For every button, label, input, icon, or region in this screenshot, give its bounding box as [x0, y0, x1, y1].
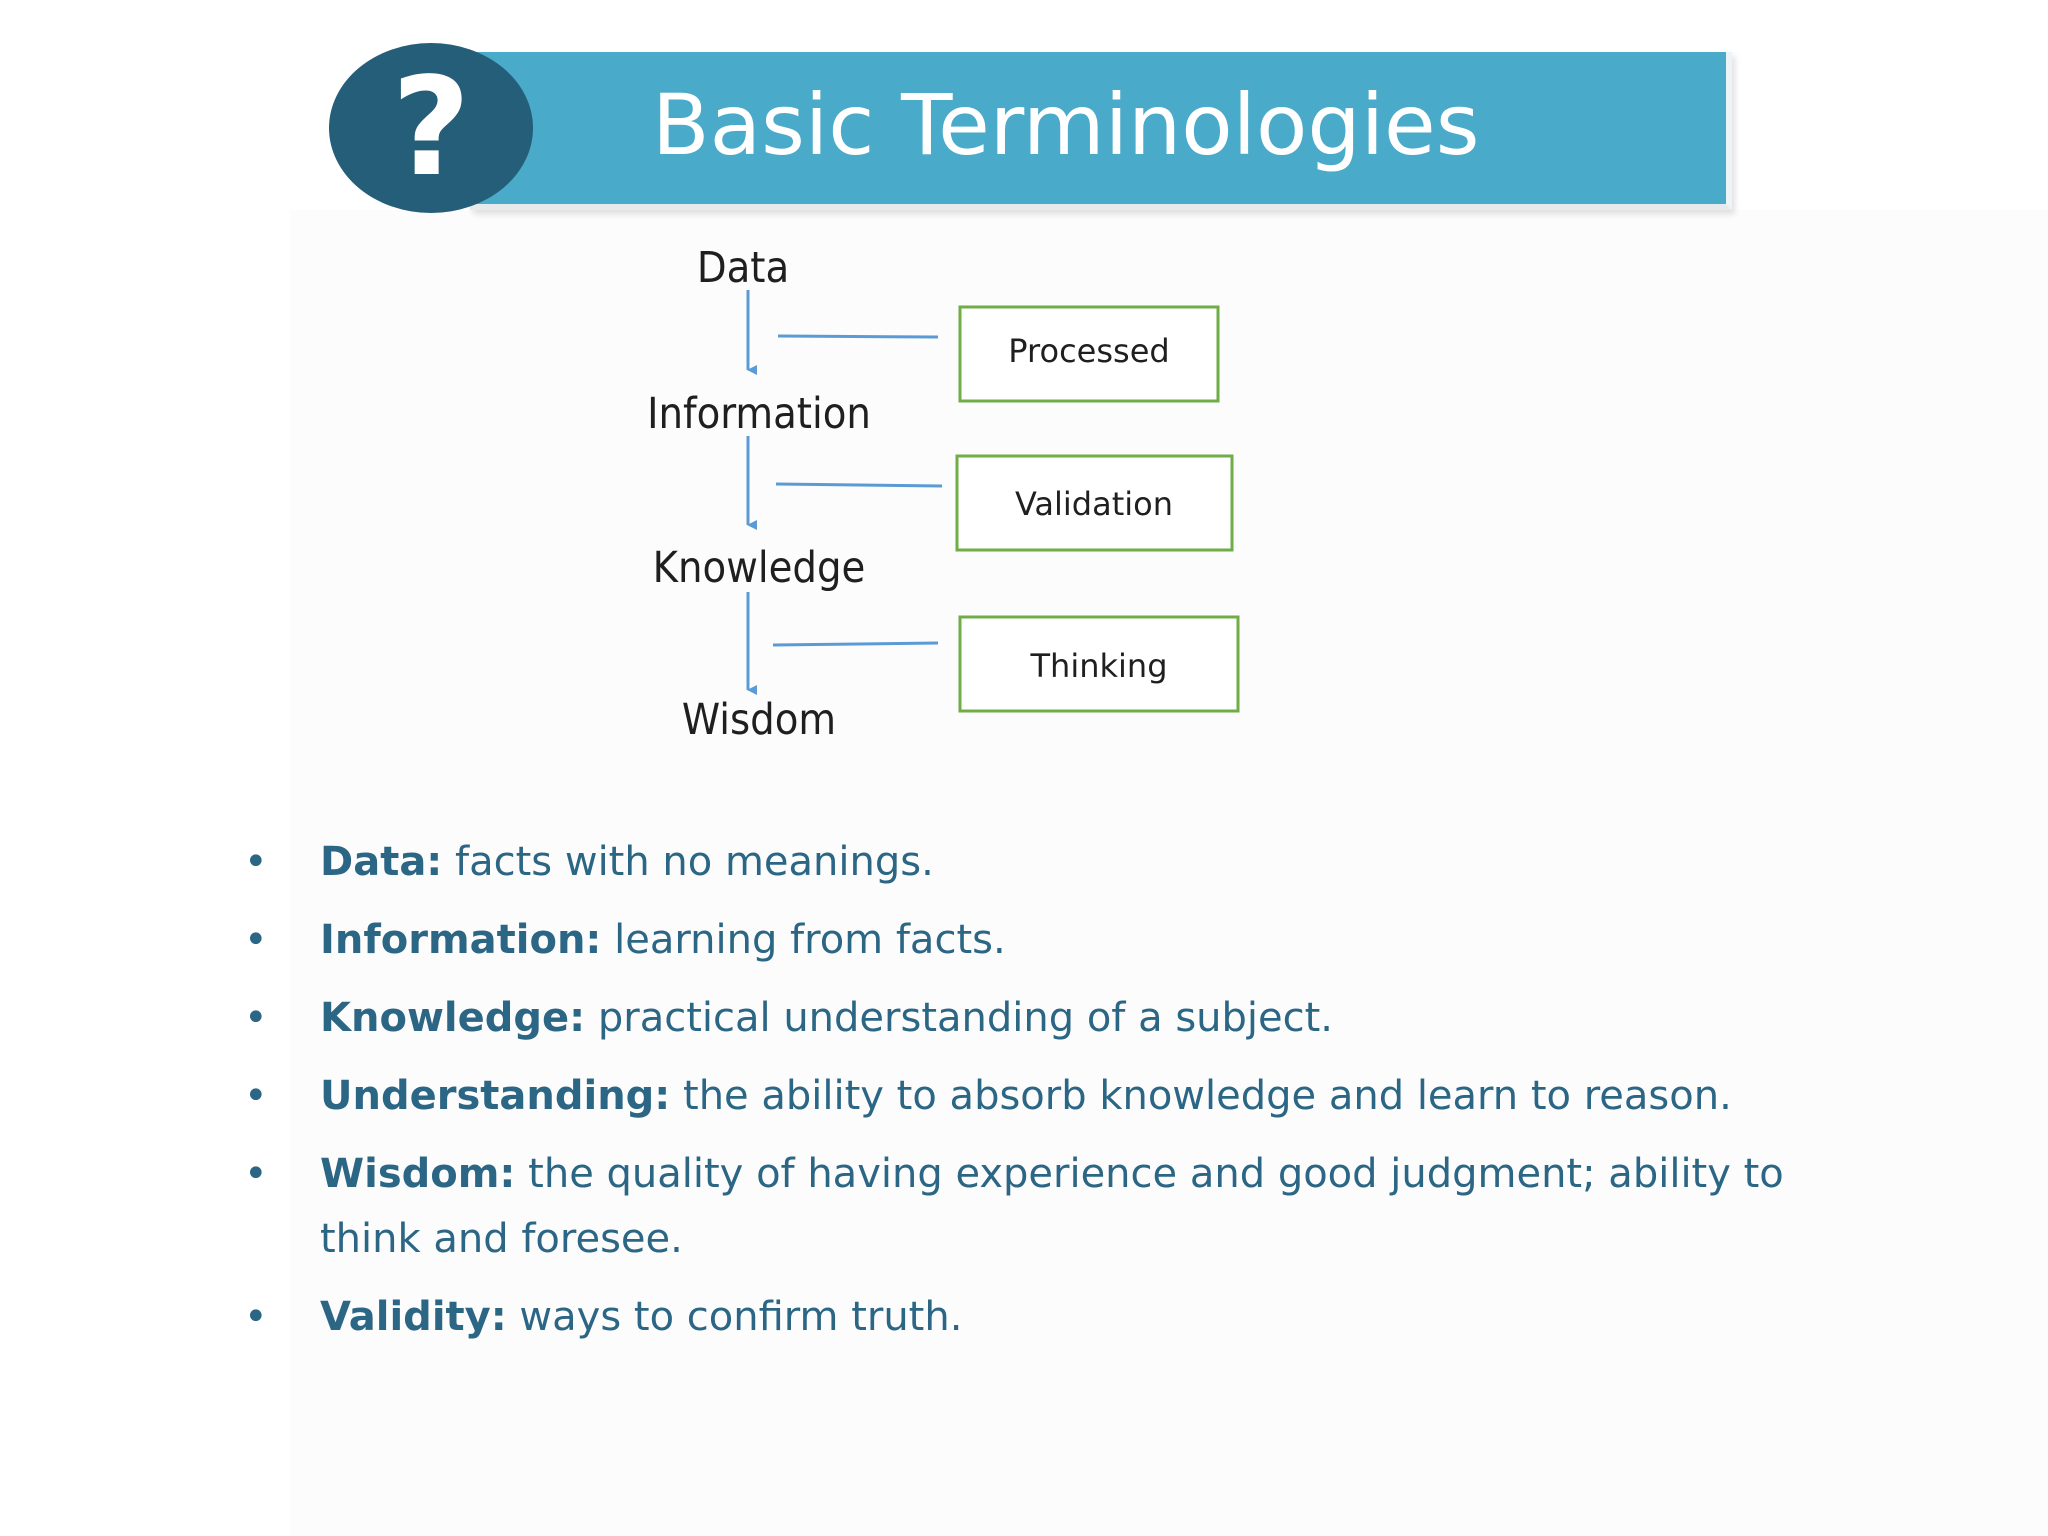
term-name: Information:	[320, 917, 602, 963]
connector-validation	[776, 484, 942, 486]
node-knowledge: Knowledge	[652, 543, 866, 593]
list-item	[236, 1142, 1836, 1272]
question-mark-glyph: ?	[391, 49, 471, 207]
node-wisdom: Wisdom	[681, 695, 837, 745]
step-label-thinking: Thinking	[1030, 647, 1168, 685]
term-definition: the quality of having experience and good judgment; ability to think and foresee.	[320, 1151, 1784, 1262]
term-definition: the ability to absorb knowledge and learn to reason.	[670, 1073, 1732, 1119]
step-label-processed: Processed	[1008, 332, 1170, 370]
bullet: •	[244, 1073, 268, 1119]
step-label-validation: Validation	[1014, 485, 1174, 523]
slide-title: Basic Terminologies	[652, 76, 1480, 174]
term-definition: learning from facts.	[601, 917, 1006, 963]
node-information: Information	[647, 389, 871, 439]
term-name: Understanding:	[320, 1073, 671, 1119]
term-definition: ways to confirm truth.	[506, 1294, 963, 1340]
bullet: •	[244, 839, 268, 885]
bullet: •	[244, 1151, 268, 1197]
term-definition: practical understanding of a subject.	[585, 995, 1334, 1041]
term-name: Knowledge:	[320, 995, 586, 1041]
connector-thinking	[773, 643, 938, 645]
bullet: •	[244, 995, 268, 1041]
bullet: •	[244, 917, 268, 963]
list-item	[236, 1285, 1836, 1350]
list-item	[236, 1064, 1836, 1129]
terminology-list	[236, 830, 1836, 1363]
bullet: •	[244, 1294, 268, 1340]
list-item	[236, 986, 1836, 1051]
term-name: Validity:	[320, 1294, 507, 1340]
term-name: Wisdom:	[320, 1151, 516, 1197]
node-data: Data	[696, 243, 790, 293]
connector-processed	[778, 336, 938, 337]
list-item	[236, 908, 1836, 973]
list-item	[236, 830, 1836, 895]
term-name: Data:	[320, 839, 443, 885]
term-definition: facts with no meanings.	[442, 839, 934, 885]
